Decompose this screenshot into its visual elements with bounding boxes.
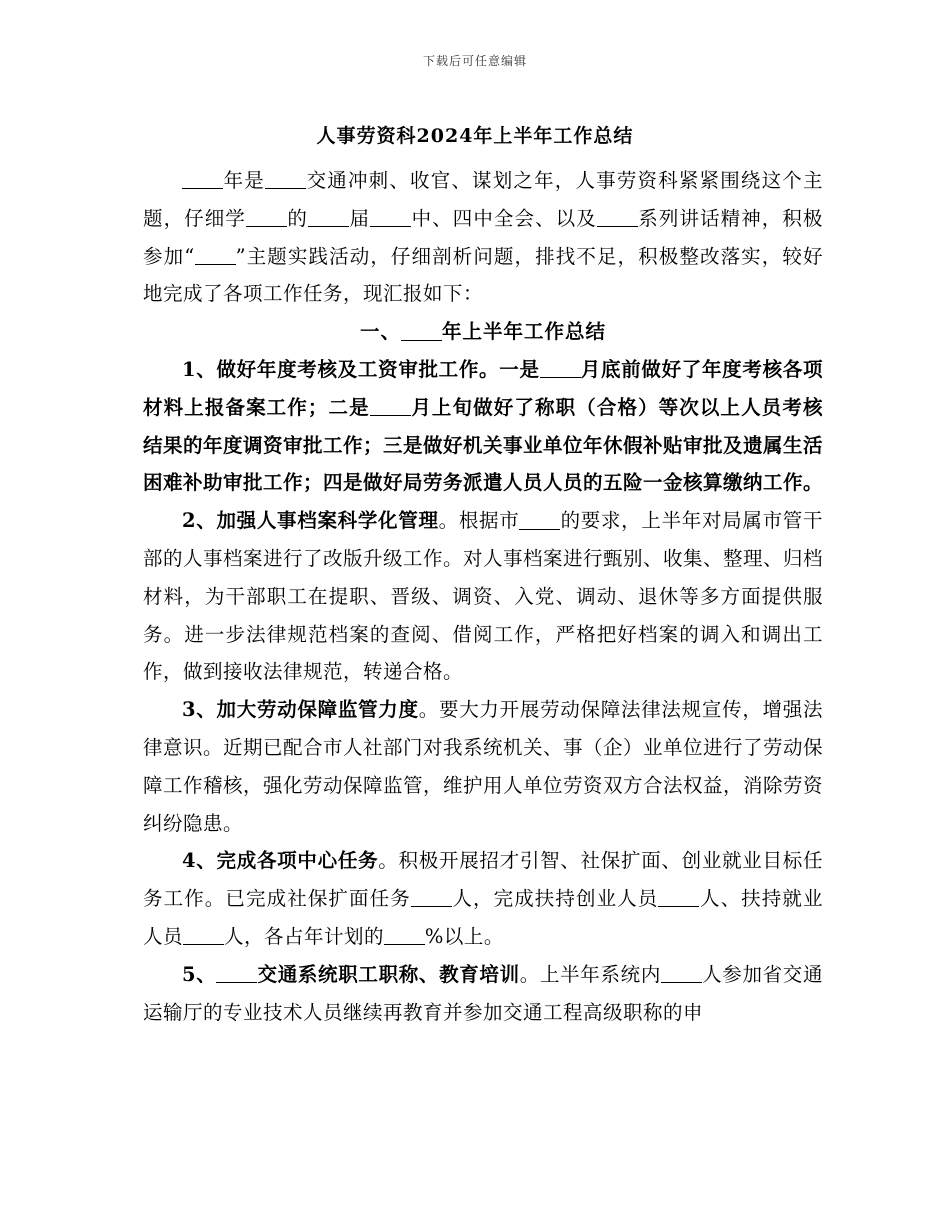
- item-4-paragraph: 4、完成各项中心任务。积极开展招才引智、社保扩面、创业就业目标任务工作。已完成社保扩面任务 人，完成扶持创业人员 人、扶持就业人员 人，各占年计划的 %以上。: [143, 849, 823, 948]
- blank-field: [661, 962, 702, 983]
- blank-field: [401, 319, 442, 340]
- blank-field: [182, 168, 223, 189]
- item-1-paragraph: 1、做好年度考核及工资审批工作。一是 月底前做好了年度考核各项材料上报备案工作；二是 月上旬做好了称职（合格）等次以上人员考核结果的年度调资审批工作；三是做好机关事业单位年休假补贴审批及遗属生活困难补助审批工作；四是做好局劳务派遣人员人员的五险一金核算缴纳工作。: [143, 357, 824, 495]
- document-body: [143, 162, 823, 1031]
- blank-field: [370, 395, 411, 416]
- item-5-heading: 交通系统职工职称、教育培训: [257, 962, 520, 986]
- blank-field: [519, 508, 560, 529]
- blank-field: [540, 357, 581, 378]
- blank-field: [183, 924, 224, 945]
- blank-field: [308, 206, 349, 227]
- blank-field: [384, 924, 425, 945]
- header-note: 下载后可任意编辑: [422, 54, 527, 68]
- blank-field: [195, 243, 236, 264]
- blank-field: [411, 886, 452, 907]
- document-title: 人事劳资科2024年上半年工作总结: [316, 125, 634, 147]
- item-5-paragraph: 5、 交通系统职工职称、教育培训。上半年系统内 人参加省交通运输厅的专业技术人员继续再教育并参加交通工程高级职称的申: [143, 962, 823, 1024]
- blank-field: [658, 886, 699, 907]
- item-2-heading: 2、加强人事档案科学化管理: [182, 509, 439, 533]
- intro-paragraph: 年是 交通冲刺、收官、谋划之年，人事劳资科紧紧围绕这个主题，仔细学 的 届 中、四中全会、以及 系列讲话精神，积极参加“ ”主题实践活动，仔细剖析问题，排找不足，积极整改落实，较好地完成了各项工作任务，现汇报如下：: [143, 169, 823, 306]
- blank-field: [246, 206, 287, 227]
- section-heading: 一、 年上半年工作总结: [360, 320, 606, 344]
- blank-field: [216, 962, 257, 983]
- blank-field: [265, 168, 306, 189]
- item-3-heading: 3、加大劳动保障监管力度: [182, 698, 419, 722]
- item-4-heading: 4、完成各项中心任务: [182, 849, 379, 873]
- item-5-heading-number: 5、: [182, 962, 217, 986]
- item-3-paragraph: 3、加大劳动保障监管力度。要大力开展劳动保障法律法规宣传，增强法律意识。近期已配合市人社部门对我系统机关、事（企）业单位进行了劳动保障工作稽核，强化劳动保障监管，维护用人单位劳资双方合法权益，消除劳资纠纷隐患。: [143, 698, 824, 835]
- item-2-paragraph: 2、加强人事档案科学化管理。根据市 的要求，上半年对局属市管干部的人事档案进行了改版升级工作。对人事档案进行甄别、收集、整理、归档材料，为干部职工在提职、晋级、调资、入党、调动、退休等多方面提供服务。进一步法律规范档案的查阅、借阅工作，严格把好档案的调入和调出工作，做到接收法律规范，转递合格。: [143, 509, 824, 684]
- blank-field: [597, 206, 638, 227]
- blank-field: [370, 206, 411, 227]
